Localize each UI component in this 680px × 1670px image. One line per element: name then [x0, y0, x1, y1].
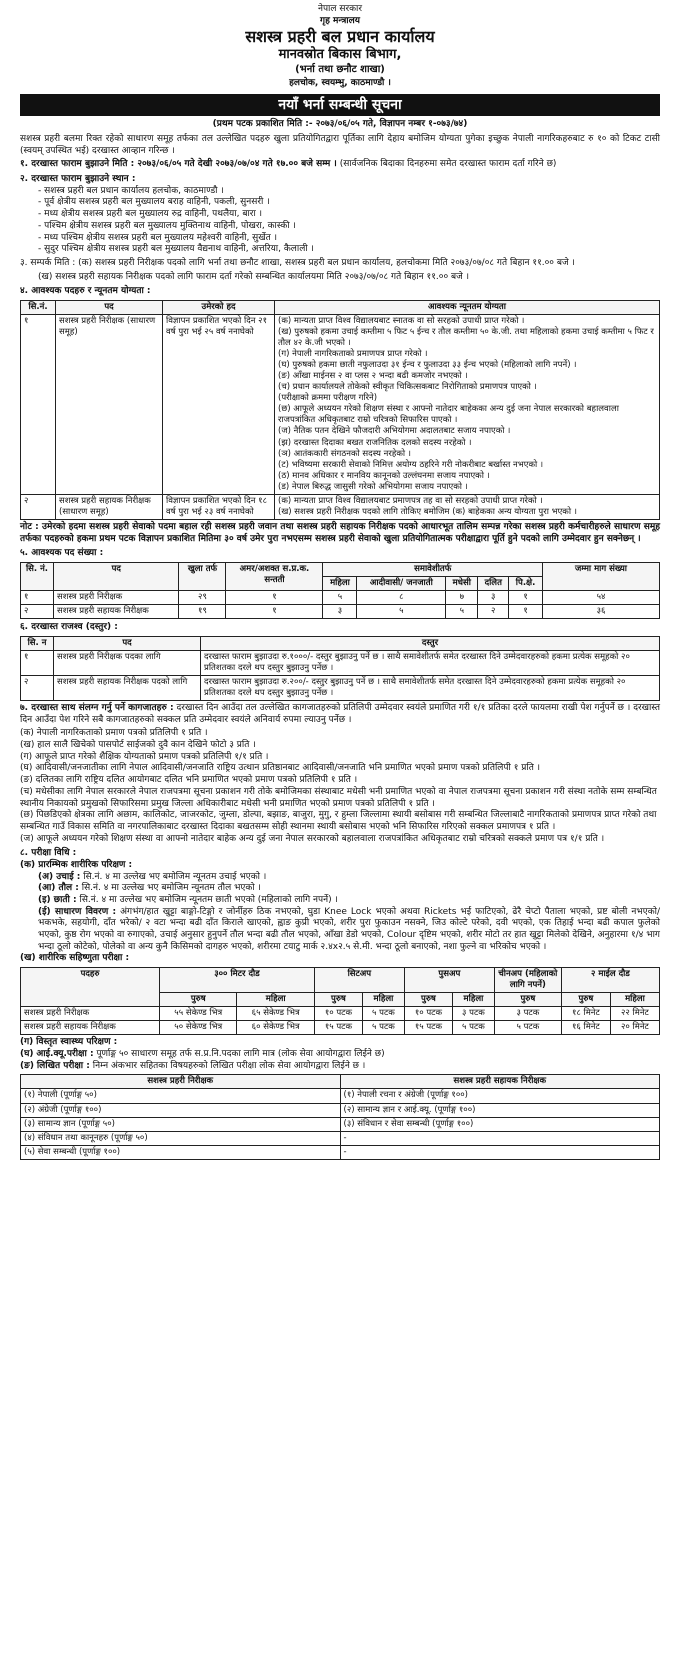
written-exam-table — [20, 1074, 660, 1159]
item-label: (घ) — [20, 1049, 34, 1060]
table-cell: १ — [21, 591, 54, 605]
table-header-row — [21, 1075, 660, 1089]
list-item — [38, 883, 660, 895]
list-item — [38, 872, 660, 884]
table-cell: सशस्त्र प्रहरी सहायक निरीक्षक पदको लागि — [54, 675, 201, 700]
list-item: - पश्चिम क्षेत्रीय सशस्त्र प्रहरी बल मुख्यालय मुक्तिनाथ वाहिनी, पोखरा, कास्की । — [38, 221, 660, 233]
section-3-a: ३. सम्पर्क मिति : (क) सशस्त्र प्रहरी निरीक्षक पदको लागि भर्ना तथा छनौट शाखा, सशस्त्र प्रहरी बल प्रधान कार्यालय, हलचोकमा मिति २०७३/०७/०८ गते बिहान ११.०० बजे । — [20, 257, 575, 268]
table-cell: २९ — [179, 591, 226, 605]
table-header: पद — [54, 562, 179, 590]
table-cell: (३) सामान्य ज्ञान (पूर्णाङ्ग ५०) — [21, 1117, 341, 1131]
section-7-intro: दरखास्त दिन आउँदा तल उल्लेखित कागजातहरुको प्रतिलिपी उम्मेदवार स्वयंले प्रमाणित गरी १/१ प्रतिका दरले फायलमा राखी पेश गर्नुपर्ने छ । दरखास्त दिन आउँदा पेश गरिने सबै कागजातहरुको सक्कल प्रति उम्मेदवार स्वयंले अनिवार्य रुपमा ल्याउनु पर्नेछ । — [20, 703, 660, 725]
table-cell: दरखास्त फाराम बुझाउदा रु.२००/- दस्तुर बुझाउनु पर्ने छ । साथै समावेशीतर्फ समेत दरखास्त दिने उम्मेदवारहरुको हकमा प्रत्येक समूहको २० प्रतिशतका दरले थप दस्तुर बुझाउनु पर्नेछ । — [201, 675, 660, 700]
section-8-title: ८. परीक्षा विधि : — [20, 848, 77, 859]
section-5-title: ५. आवश्यक पद संख्या : — [20, 548, 104, 559]
list-item: - मध्य पश्चिम क्षेत्रीय सशस्त्र प्रहरी बल मुख्यालय महेश्वरी वाहिनी, सुर्खेत । — [38, 233, 660, 245]
table-header: २ माईल दौड — [561, 968, 659, 993]
table-cell: (२) सामान्य ज्ञान र आई.क्यू. (पूर्णाङ्ग १००) — [340, 1103, 660, 1117]
table-header-row — [21, 636, 660, 650]
table-header: पुरुष — [494, 993, 561, 1007]
publication-line: (प्रथम पटक प्रकाशित मिति :- २०७३/०६/०५ गते, विज्ञापन नम्बर १-०७३/७४) — [212, 119, 468, 130]
table-cell: - — [340, 1145, 660, 1159]
notice-banner: नयाँ भर्ना सम्बन्धी सूचना — [20, 94, 660, 116]
table-header: पुसअप — [404, 968, 494, 993]
table-header: दस्तुर — [201, 636, 660, 650]
list-item: - पूर्व क्षेत्रीय सशस्त्र प्रहरी बल मुख्यालय बराह वाहिनी, पकली, सुनसरी । — [38, 197, 660, 209]
item-title: आई.क्यू.परीक्षा : — [36, 1049, 94, 1060]
table-cell: ३ पटक — [452, 1007, 494, 1021]
header — [20, 4, 660, 90]
table-row — [21, 650, 660, 675]
table-cell: २ — [478, 605, 509, 619]
section-2-title: २. दरखास्त फाराम बुझाउने स्थान : — [20, 174, 136, 185]
list-item: - सुदुर पश्चिम क्षेत्रीय सशस्त्र प्रहरी बल मुख्यालय वैद्यनाथ वाहिनी, अत्तरिया, कैलाली । — [38, 244, 660, 256]
endurance-test-title: (ख) शारीरिक सहिष्णुता परीक्षा : — [20, 953, 130, 964]
table-cell: १९ — [179, 605, 226, 619]
requirement: (ड) नेपाल बिरुद्ध जासुसी गरेको अभियोगमा सजाय नपाएको । — [278, 481, 468, 492]
table-cell: - — [340, 1131, 660, 1145]
item-title: लिखित परीक्षा : — [36, 1060, 90, 1071]
table-header: महिला — [452, 993, 494, 1007]
table-row — [21, 605, 660, 619]
table-header: पुरुष — [561, 993, 610, 1007]
requirement: (छ) आफूले अध्ययन गरेको शिक्षण संस्था र आफ्नो नातेदार बाहेकका अन्य दुई जना नेपाल सरकारको बहालवाला राजपत्रांकित अधिकृतबाट राम्रो चरित्रको सिफारिस पाएको । — [278, 404, 619, 426]
table-header: खुला तर्फ — [179, 562, 226, 590]
table-cell: १ — [226, 591, 323, 605]
table-header: सि. न — [21, 636, 54, 650]
table-header-row — [21, 968, 660, 993]
table-header: चीनअप (महिलाको लागि नपर्ने) — [494, 968, 561, 993]
table-header: दलित — [478, 576, 509, 590]
table-cell: १ — [226, 605, 323, 619]
item-label: (आ) तौल : — [38, 883, 79, 894]
list-item: (घ) आदिवासी/जनजातीका लागि नेपाल आदिवासी/जनजाति राष्ट्रिय उत्थान प्रतिष्ठानबाट आदिवासी/जनजाति भनि प्रमाणित भएको प्रमाण पत्रको प्रतिलिपी १ प्रति । — [20, 763, 541, 774]
document-list — [20, 728, 660, 845]
table-header: पुरुष — [314, 993, 362, 1007]
table-cell: विज्ञापन प्रकाशित भएको दिन १८ वर्ष पुरा भई २३ वर्ष ननाघेको — [163, 494, 275, 519]
fee-table — [20, 636, 660, 701]
list-item: - मध्य क्षेत्रीय सशस्त्र प्रहरी बल मुख्यालय रुद्र वाहिनी, पथलैया, बारा । — [38, 209, 660, 221]
table-cell: ६० सेकेण्ड भित्र — [237, 1021, 314, 1035]
table-header: सि. नं. — [21, 562, 54, 590]
requirement: (ठ) मानव अधिकार र मानविय कानूनको उल्लंघनमा सजाय नपाएको । — [278, 470, 490, 481]
list-item — [38, 907, 660, 954]
table-row — [21, 591, 660, 605]
item-text: सि.नं. ४ मा उल्लेख भए बमोजिम न्यूनतम उचाई भएको । — [83, 871, 267, 882]
table-header: अमर/अशक्त स.प्र.क. सन्तती — [226, 562, 323, 590]
table-cell: १ — [21, 650, 54, 675]
table-row — [21, 1131, 660, 1145]
endurance-table — [20, 967, 660, 1035]
list-item: (ग) आफूले प्राप्त गरेको शैक्षिक योग्यताको प्रमाण पत्रको प्रतिलिपी १/१ प्रति । — [20, 751, 269, 762]
table-header: सिटअप — [314, 968, 404, 993]
table-cell: २ — [21, 675, 54, 700]
table-cell: (१) नेपाली (पूर्णाङ्ग ५०) — [21, 1089, 341, 1103]
table-cell: विज्ञापन प्रकाशित भएको दिन २१ वर्ष पुरा भई २५ वर्ष ननाघेको — [163, 315, 275, 495]
office-title: सशस्त्र प्रहरी बल प्रधान कार्यालय — [245, 27, 435, 47]
table-cell: दरखास्त फाराम बुझाउदा रु.१०००/- दस्तुर बुझाउनु पर्ने छ । साथै समावेशीतर्फ समेत दरखास्त दिने उम्मेदवारहरुको हकमा प्रत्येक समूहको २० प्रतिशतका दरले थप दस्तुर बुझाउनु पर्नेछ । — [201, 650, 660, 675]
iq-test-line — [20, 1049, 660, 1061]
list-item: (ङ) दलितका लागि राष्ट्रिय दलित आयोगबाट दलित भनि प्रमाणित भएको प्रमाण पत्रको प्रतिलिपी १ प्रति । — [20, 775, 358, 786]
table-cell: ३६ — [543, 605, 660, 619]
list-item — [38, 895, 660, 907]
requirement: (ख) सशस्त्र प्रहरी निरीक्षक पदको लागि तोकिए बमोजिम (क) बाहेकका अन्य योग्यता पुरा भएको । — [278, 506, 577, 517]
table-row — [21, 1117, 660, 1131]
section-1-title: १. दरखास्त फाराम बुझाउने मिति : २०७३/०६/०५ गते देखी २०७३/०७/०४ गते १७.०० बजे सम्म । — [20, 159, 337, 170]
list-item: (क) नेपाली नागरिकताको प्रमाण पत्रको प्रतिलिपी १ प्रति । — [20, 728, 208, 739]
table-header: आदीवासी/ जनजाती — [357, 576, 446, 590]
table-cell: ५ — [357, 605, 446, 619]
post-count-table — [20, 562, 660, 619]
table-cell: ५ पटक — [452, 1021, 494, 1035]
department: मानवस्रोत बिकास बिभाग, — [278, 46, 402, 62]
table-cell: १५ पटक — [314, 1021, 362, 1035]
item-text: सि.नं. ४ मा उल्लेख भए बमोजिम न्यूनतम छाती भएको (महिलाको लागि नपर्ने) । — [79, 895, 338, 906]
requirement: (परीक्षाको क्रममा परीक्षण गरिने) — [278, 393, 378, 404]
table-cell: सशस्त्र प्रहरी निरीक्षक — [54, 591, 179, 605]
table-header: सशस्त्र प्रहरी सहायक निरीक्षक — [340, 1075, 660, 1089]
list-item: (ज) आफूले अध्ययन गरेको शिक्षण संस्था वा आफ्नो नातेदार बाहेक अन्य दुई जना नेपाल सरकारको बहालवाला राजपत्रांकित अधिकृतबाट राम्रो चरित्रको सक्कले प्रमाण पत्र १/१ प्रति । — [20, 833, 605, 844]
table-cell: २ — [21, 494, 56, 519]
section-1-note: (सार्वजनिक बिदाका दिनहरुमा समेत दरखास्त फाराम दर्ता गरिने छ) — [339, 159, 557, 170]
written-test-line — [20, 1061, 660, 1073]
requirement: (ज) नैतिक पतन देखिने फौजदारी अभियोगमा अदालतबाट सजाय नपाएको । — [278, 426, 511, 437]
table-header: उमेरको हद — [163, 300, 275, 314]
item-text: विस्तृत स्वास्थ्य परिक्षण : — [36, 1037, 118, 1048]
table-cell: (२) अंग्रेजी (पूर्णाङ्ग १००) — [21, 1103, 341, 1117]
requirement: (क) मान्यता प्राप्त विश्व विद्यालयबाट प्रमाणपत्र तह वा सो सरहको उपाधी प्राप्त गरेको । — [278, 495, 543, 506]
table-header: आवश्यक न्यूनतम योग्यता — [275, 300, 660, 314]
ministry: गृह मन्त्रालय — [320, 15, 360, 26]
table-cell: सशस्त्र प्रहरी सहायक निरीक्षक (साधारण समूह) — [56, 494, 163, 519]
table-header: मधेसी — [446, 576, 478, 590]
table-header: पद — [56, 300, 163, 314]
table-row — [21, 1007, 660, 1021]
table-cell: २ — [21, 605, 54, 619]
section: (भर्ना तथा छनौट शाखा) — [295, 64, 385, 76]
table-header: पद — [54, 636, 201, 650]
requirement: (च) प्रधान कार्यालयले तोकेको स्वीकृत चिकित्सकबाट निरोगिताको प्रमाणपत्र पाएको । — [278, 382, 537, 393]
item-label: (इ) छाती : — [38, 895, 77, 906]
section-1 — [20, 159, 660, 171]
table-cell: १६ मिनेट — [561, 1021, 610, 1035]
item-label: (ग) — [20, 1037, 34, 1048]
table-cell: ५ पटक — [362, 1021, 404, 1035]
table-header: जम्मा माग संख्या — [543, 562, 660, 590]
table-cell: ५ पटक — [494, 1021, 561, 1035]
table-cell: १ — [509, 591, 543, 605]
table-cell: (१) नेपाली रचना र अंग्रेजी (पूर्णाङ्ग १००) — [340, 1089, 660, 1103]
table-cell: १ — [509, 605, 543, 619]
requirement: (ञ) आतंककारी संगठनको सदस्य नरहेको । — [278, 448, 411, 459]
table-header: ३०० मिटर दौड — [160, 968, 315, 993]
requirement: (ङ) आँखा माईनस २ वा प्लस २ भन्दा बढी कमजोर नभएको । — [278, 371, 468, 382]
table-cell: १० पटक — [404, 1007, 452, 1021]
table-cell: ५ — [446, 605, 478, 619]
item-label: (अ) उचाई : — [38, 871, 81, 882]
table-row — [21, 675, 660, 700]
table-header: पुरुष — [404, 993, 452, 1007]
table-cell: १० पटक — [314, 1007, 362, 1021]
requirement: (ग) नेपाली नागरिकताको प्रमाणपत्र प्राप्त गरेको । — [278, 349, 428, 360]
table-cell: १८ मिनेट — [561, 1007, 610, 1021]
table-header: महिला — [237, 993, 314, 1007]
table-row — [21, 1021, 660, 1035]
item-label: (ङ) — [20, 1060, 34, 1071]
location-list — [20, 186, 660, 256]
table-cell: २० मिनेट — [610, 1021, 659, 1035]
table-row — [21, 1089, 660, 1103]
table-header: समावेशीतर्फ — [323, 562, 543, 576]
physical-test-list — [20, 872, 660, 954]
table-header: पुरुष — [160, 993, 237, 1007]
table-row — [21, 494, 660, 519]
table-cell: सशस्त्र प्रहरी सहायक निरीक्षक — [21, 1021, 160, 1035]
qualification-table — [20, 300, 660, 520]
table-cell: ५० सेकेण्ड भित्र — [160, 1021, 237, 1035]
table-header: महिला — [610, 993, 659, 1007]
table-header: महिला — [323, 576, 357, 590]
requirement: (ख) पुरुषको हकमा उचाई कम्तीमा ५ फिट ५ ईन्च र तौल कम्तीमा ५० के.जी. तथा महिलाको हकमा उचाई कम्तीमा ५ फिट र तौल ४२ के.जी भएको । — [278, 327, 654, 349]
item-text: सि.नं. ४ मा उल्लेख भए बमोजिम न्यूनतम तौल भएको । — [81, 883, 261, 894]
table-header: पदहरु — [21, 968, 160, 1007]
table-header: महिला — [362, 993, 404, 1007]
physical-test-title: (क) प्रारम्भिक शारीरिक परिक्षण : — [20, 859, 133, 870]
item-text: निम्न अंकभार सहितका विषयहरुको लिखित परीक्षा लोक सेवा आयोगद्वारा लिईने छ । — [92, 1060, 366, 1071]
section-7 — [20, 703, 660, 726]
list-item: (ख) हाल सालै खिचेको पासपोर्ट साईजको दुवै कान देखिने फोटो ३ प्रति । — [20, 740, 256, 751]
list-item: - सशस्त्र प्रहरी बल प्रधान कार्यालय हलचोक, काठमाण्डौ । — [38, 186, 660, 198]
table-cell: ७ — [446, 591, 478, 605]
table-cell: सशस्त्र प्रहरी सहायक निरीक्षक — [54, 605, 179, 619]
table-cell: ८ — [357, 591, 446, 605]
address: हलचोक, स्वयम्भु, काठमाण्डौ । — [289, 78, 391, 89]
item-text: पूर्णाङ्ग ५० साधारण समूह तर्फ स.प्र.नि.पदका लागि मात्र (लोक सेवा आयोगद्वारा लिईने छ) — [96, 1049, 385, 1060]
requirement: (झ) दरखास्त दिदाका बखत राजनितिक दलको सदस्य नरहेको । — [278, 437, 472, 448]
table-cell: ३ पटक — [494, 1007, 561, 1021]
table-cell: ५४ — [543, 591, 660, 605]
table-cell: सशस्त्र प्रहरी निरीक्षक (साधारण समूह) — [56, 315, 163, 495]
requirements-cell — [275, 315, 660, 495]
section-6-title: ६. दरखास्त राजश्व (दस्तुर) : — [20, 622, 118, 633]
table-cell: ३ — [478, 591, 509, 605]
table-row — [21, 315, 660, 495]
table-cell: १५ पटक — [404, 1021, 452, 1035]
section-7-title: ७. दरखास्त साथ संलग्न गर्नु पर्ने कागजातहरु : — [20, 703, 174, 714]
table-cell: (३) संविधान र सेवा सम्बन्धी (पूर्णाङ्ग १००) — [340, 1117, 660, 1131]
item-label: (ई) साधारण विवरण : — [38, 906, 117, 917]
notice-page — [20, 0, 660, 1160]
requirement: (ट) भविष्यमा सरकारी सेवाको निमित्त अयोग्य ठहरिने गरी नोकरीबाट बर्खास्त नभएको । — [278, 459, 544, 470]
gov-name: नेपाल सरकार — [317, 4, 363, 14]
note-text: नोट : उमेरको हदमा सशस्त्र प्रहरी सेवाको पदमा बहाल रही सशस्त्र प्रहरी जवान तथा सशस्त्र प्रहरी सहायक निरीक्षक पदको आधारभूत तालिम सम्पन्न गरेका सशस्त्र प्रहरी कर्मचारीहरुले साधारण समूह तर्फका पदहरुको हकमा प्रथम पटक विज्ञापन प्रकाशित मितिमा ३० वर्ष उमेर पुरा नभएसम्म सशस्त्र प्रहरी सेवाको खुला प्रतियोगितात्मक परीक्षाद्वारा पूर्ति हुने पदको लागि उम्मेदवार हुन सक्नेछन् । — [20, 521, 660, 544]
table-cell: सशस्त्र प्रहरी निरीक्षक — [21, 1007, 160, 1021]
table-cell: ६५ सेकेण्ड भित्र — [237, 1007, 314, 1021]
requirements-cell — [275, 494, 660, 519]
table-cell: १ — [21, 315, 56, 495]
list-item: (छ) पिछडिएको क्षेत्रका लागि अछाम, कालिकोट, जाजरकोट, जुम्ला, डोल्पा, बझाङ, बाजुरा, मुगु, र हुम्ला जिल्लामा स्थायी बसोबास गरी सम्बन्धित जिल्लाबाटै नागरिकताको प्रमाणपत्र प्राप्त गरेको तथा सम्बन्धित गाउँ विकास समिति वा नगरपालिकाबाट दरखास्त दिदाका बखतसम्म सोही स्थानमा स्थायी बसोबास भएको भनि सिफारिस गरिएको सक्कल प्रमाणपत्र १ प्रति । — [20, 810, 657, 832]
requirement: (घ) पुरुषको हकमा छाती नफुलाउदा ३१ ईन्च र फुलाउदा ३३ ईन्च भएको (महिलाको लागि नपर्ने) । — [278, 360, 577, 371]
section-3-b: (ख) सशस्त्र प्रहरी सहायक निरीक्षक पदको लागि फाराम दर्ता गरेको सम्बन्धित कार्यालयमा मिति २०७३/०७/०८ गते बिहान ११.०० बजे । — [38, 271, 470, 282]
table-row — [21, 1103, 660, 1117]
table-header-row — [21, 300, 660, 314]
table-header-row — [21, 562, 660, 576]
item-text: अंगभंग/हात खुट्टा बाङ्गो-टिङ्गो र जोर्नीहरु ठिक नभएको, घुडा Knee Lock भएको अथवा Rickets भई फाटिएको, ढेरै चेप्टो पैताला भएको, प्रष्ट बोली नभएको/भकभके, सहयोगी, दाँत भरेको/ २ वटा भन्दा बढी दाँत किराले खाएको, ह्वाङ कुप्री भएको, शरीर पुरा फुकाउन नसक्ने, जिउ कोल्टे परेको, दवी भएको, एक तिहाई भन्दा बढी कपाल फुलेको भएको, कुष्ठ रोग भएको वा रुगाएको, उचाई अनुसार हुनुपर्ने तौल भन्दा बढी तौल भएको, आँखा डेडो भएको, Colour दृष्टिम भएको, शरीर मोटो तर हात खुट्टा मिलेको देखिने, अनुहारमा १/४ भाग भन्दा ठूलो कोटेको, पोलेको वा अन्य कुनै किसिमको दागहरु भएको, शरीरमा टयाटु मार्क २.४x२.५ से.मी. भन्दा ठूलो बनाएको, नशा फुल्ने वा भरिकोच भएको । — [38, 906, 660, 952]
table-cell: ३ — [323, 605, 357, 619]
table-header: पि.क्षे. — [509, 576, 543, 590]
table-header: सि.नं. — [21, 300, 56, 314]
table-cell: ५ पटक — [362, 1007, 404, 1021]
section-4-title: ४. आवश्यक पदहरु र न्यूनतम योग्यता : — [20, 286, 151, 297]
table-cell: (५) सेवा सम्बन्धी (पूर्णाङ्ग १००) — [21, 1145, 341, 1159]
table-header: सशस्त्र प्रहरी निरीक्षक — [21, 1075, 341, 1089]
requirement: (क) मान्यता प्राप्त विश्व विद्यालयबाट स्नातक वा सो सरहको उपाधी प्राप्त गरेको । — [278, 316, 525, 326]
table-cell: ५५ सेकेण्ड भित्र — [160, 1007, 237, 1021]
table-cell: २२ मिनेट — [610, 1007, 659, 1021]
table-cell: ५ — [323, 591, 357, 605]
table-cell: (४) संविधान तथा कानूनहरु (पूर्णाङ्ग ५०) — [21, 1131, 341, 1145]
medical-test-line — [20, 1037, 660, 1049]
table-row — [21, 1145, 660, 1159]
intro-text: सशस्त्र प्रहरी बलमा रिक्त रहेको साधारण समूह तर्फका तल उल्लेखित पदहरु खुला प्रतियोगितद्वारा पूर्तिका लागि देहाय बमोजिम योग्यता पुगेका इच्छुक नेपाली नागरिकहरुबाट रु १० को टिकट टासी (स्वयम् उपस्थित भई) दरखास्त आव्हान गरिन्छ । — [20, 134, 660, 156]
list-item: (च) मधेसीका लागि नेपाल सरकारले नेपाल राजपत्रमा सूचना प्रकाशन गरी तोके बमोजिमका संस्थाबाट मधेसी भनी प्रमाणित भएको वा नेपाल राजपत्रमा सूचना प्रकाशन गरी संस्था नतोके सम्म सम्बन्धित स्थानीय निकायको प्रमुखको सिफारिसमा प्रमुख जिल्ला अधिकारीबाट मधेसी भनी प्रमाणित भएको प्रमाण पत्रको प्रतिलिपी १ प्रति । — [20, 786, 657, 809]
table-cell: सशस्त्र प्रहरी निरीक्षक पदका लागि — [54, 650, 201, 675]
